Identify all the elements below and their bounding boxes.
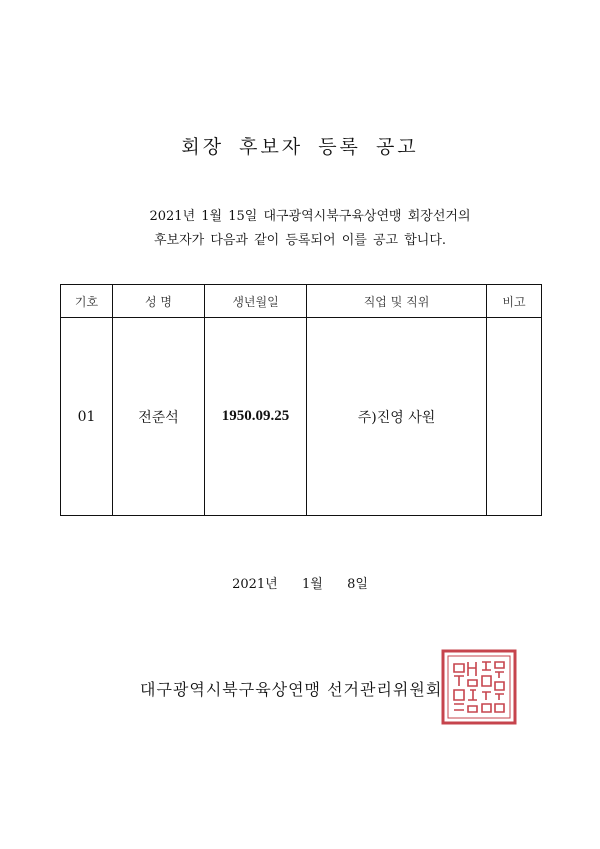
header-number: 기호 [61, 285, 113, 318]
official-seal-icon [440, 648, 518, 726]
issue-date: 2021년 1월 8일 [232, 577, 368, 592]
document-title: 회장 후보자 등록 공고 [181, 136, 419, 158]
candidate-number: 01 [61, 318, 113, 516]
candidate-remarks [487, 318, 542, 516]
table-header-row [61, 285, 542, 318]
candidate-name: 전준석 [113, 318, 205, 516]
intro-line-1: 2021년 1월 15일 대구광역시북구육상연맹 회장선거의 [149, 209, 471, 224]
header-name: 성 명 [113, 285, 205, 318]
candidate-birthdate: 1950.09.25 [205, 318, 307, 516]
intro-line-2: 후보자가 다음과 같이 등록되어 이를 공고 합니다. [153, 233, 447, 248]
table-row [61, 318, 542, 516]
header-birthdate: 생년월일 [205, 285, 307, 318]
candidate-occupation: 주)진영 사원 [307, 318, 487, 516]
notice-intro [0, 205, 600, 253]
header-remarks: 비고 [487, 285, 542, 318]
issuer-name: 대구광역시북구육상연맹 선거관리위원회 [140, 680, 443, 699]
candidate-table [60, 284, 542, 516]
header-occupation: 직업 및 직위 [307, 285, 487, 318]
